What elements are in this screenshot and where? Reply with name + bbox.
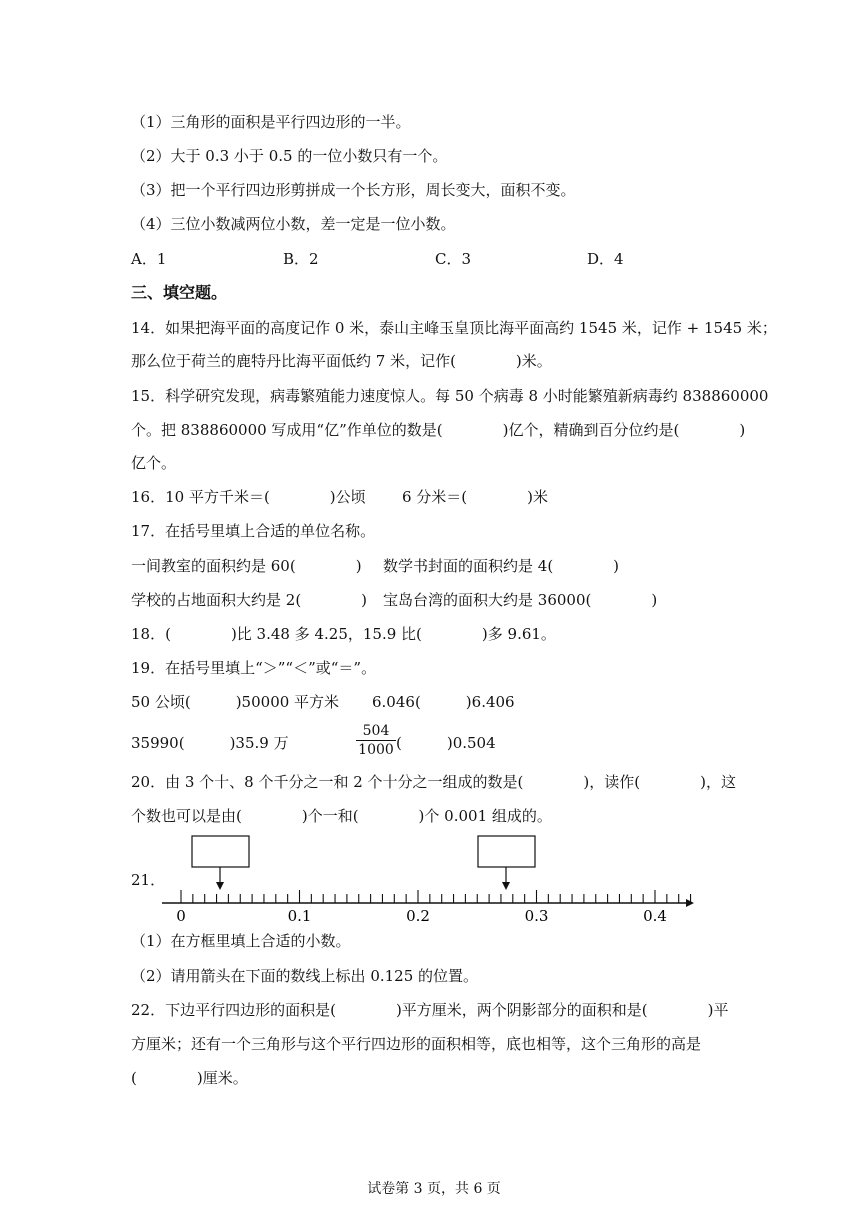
q22-line1: 22．下边平行四边形的面积是( )平方厘米，两个阴影部分的面积和是( )平 xyxy=(131,1001,729,1019)
arrow-1-head-icon xyxy=(216,882,224,890)
judgement-item-3: （3）把一个平行四边形剪拼成一个长方形，周长变大，面积不变。 xyxy=(131,181,576,199)
arrow-2-head-icon xyxy=(502,882,510,890)
q18: 18．( )比 3.48 多 4.25，15.9 比( )多 9.61。 xyxy=(131,625,556,643)
option-c: C．3 xyxy=(435,250,472,268)
q19-a: 50 公顷( )50000 平方米 xyxy=(131,693,340,711)
fraction-denominator: 1000 xyxy=(358,742,394,758)
q19-fraction xyxy=(356,722,396,759)
q15-line1: 15．科学研究发现，病毒繁殖能力速度惊人。每 50 个病毒 8 小时能繁殖新病毒约 838860000 xyxy=(131,387,769,405)
q17-c: 学校的占地面积大约是 2( ) xyxy=(131,591,368,609)
q17-b: 数学书封面的面积约是 4( ) xyxy=(383,557,620,575)
tick-label: 0 xyxy=(176,907,186,925)
number-line xyxy=(150,830,710,930)
q19-title: 19．在括号里填上“＞”“＜”或“＝”。 xyxy=(131,659,377,677)
tick-label: 0.2 xyxy=(406,907,430,925)
judgement-item-4: （4）三位小数减两位小数，差一定是一位小数。 xyxy=(131,215,456,233)
q21-sub2: （2）请用箭头在下面的数线上标出 0.125 的位置。 xyxy=(131,967,479,985)
q21-label: 21． xyxy=(131,871,166,889)
page-footer: 试卷第 3 页，共 6 页 xyxy=(367,1181,501,1197)
q14-line1: 14．如果把海平面的高度记作 0 米，泰山主峰玉皇顶比海平面高约 1545 米，记作 + 1545 米； xyxy=(131,319,777,337)
q19-b: 6.046( )6.406 xyxy=(372,693,515,711)
q16-part2: 6 分米＝( )米 xyxy=(402,488,549,506)
q19-d: ( )0.504 xyxy=(396,734,496,752)
q15-line3: 亿个。 xyxy=(131,454,177,472)
answer-box-2 xyxy=(478,836,535,867)
tick-label: 0.3 xyxy=(524,907,549,925)
q20-line2: 个数也可以是由( )个一和( )个 0.001 组成的。 xyxy=(131,807,552,825)
section-title: 三、填空题。 xyxy=(131,283,228,302)
judgement-item-2: （2）大于 0.3 小于 0.5 的一位小数只有一个。 xyxy=(131,147,448,165)
option-a: A．1 xyxy=(131,250,167,268)
fraction-numerator: 504 xyxy=(356,722,396,741)
q17-d: 宝岛台湾的面积大约是 36000( ) xyxy=(383,591,658,609)
q20-line1: 20．由 3 个十、8 个千分之一和 2 个十分之一组成的数是( )，读作( )，这 xyxy=(131,773,736,791)
judgement-item-1: （1）三角形的面积是平行四边形的一半。 xyxy=(131,113,411,131)
tick-label: 0.4 xyxy=(643,907,667,925)
q22-line3: ( )厘米。 xyxy=(131,1069,248,1087)
q15-line2: 个。把 838860000 写成用“亿”作单位的数是( )亿个，精确到百分位约是( ) xyxy=(131,421,746,439)
option-b: B．2 xyxy=(283,250,319,268)
q19-c: 35990( )35.9 万 xyxy=(131,734,289,752)
q21-sub1: （1）在方框里填上合适的小数。 xyxy=(131,932,351,950)
q17-a: 一间教室的面积约是 60( ) xyxy=(131,557,362,575)
q17-title: 17．在括号里填上合适的单位名称。 xyxy=(131,522,376,540)
tick-labels xyxy=(176,907,667,925)
ticks xyxy=(181,890,691,903)
tick-label: 0.1 xyxy=(287,907,312,925)
option-d: D．4 xyxy=(587,250,624,268)
q16-part1: 16．10 平方千米＝( )公顷 xyxy=(131,488,366,506)
q14-line2: 那么位于荷兰的鹿特丹比海平面低约 7 米，记作( )米。 xyxy=(131,352,552,370)
q22-line2: 方厘米；还有一个三角形与这个平行四边形的面积相等，底也相等，这个三角形的高是 xyxy=(131,1035,702,1053)
answer-box-1 xyxy=(192,836,249,867)
